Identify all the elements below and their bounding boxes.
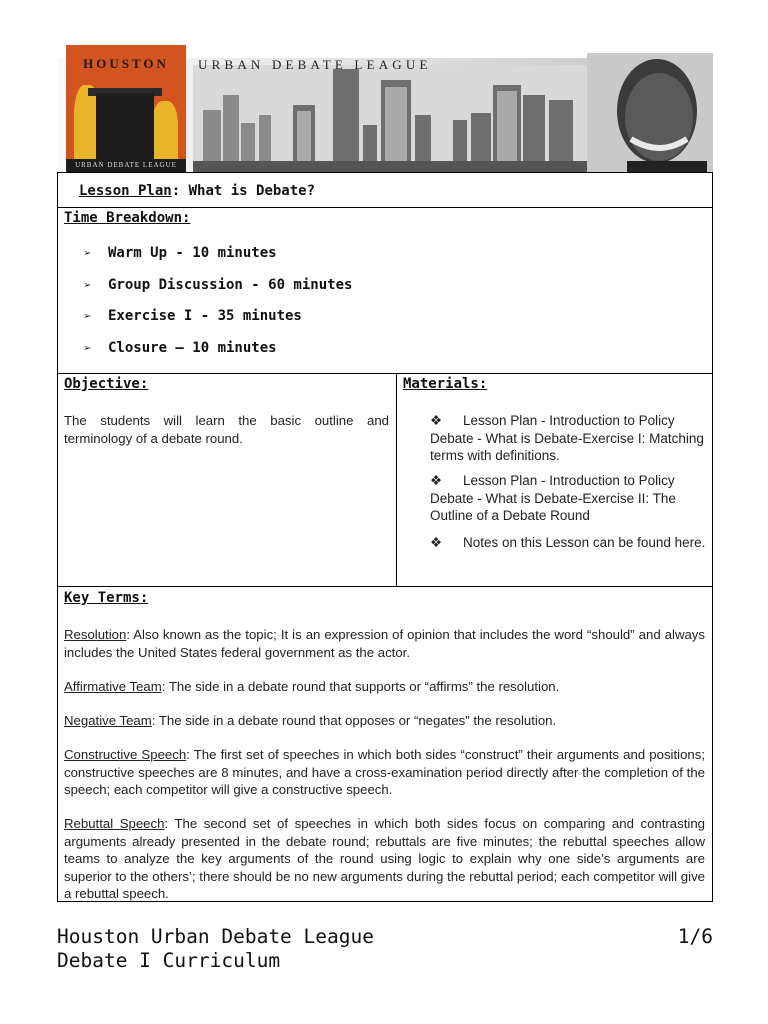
hudl-logo [66,45,186,172]
materials-item [430,412,706,465]
key-term-name: Affirmative Team [64,679,162,694]
materials-item-text: Notes on this Lesson can be found here. [463,535,706,550]
objective-heading: Objective: [64,376,149,392]
objective-text: The students will learn the basic outline and terminology of a debate round. [64,413,389,446]
key-term-definition: : The side in a debate round that supports or “affirms” the resolution. [161,679,560,694]
key-term [64,712,705,730]
arrow-bullet-icon: ➢ [84,278,92,292]
list-item [84,245,277,261]
key-term [64,678,705,696]
divider [58,207,712,208]
key-term-name: Resolution [64,627,127,642]
diamond-bullet-icon: ❖ [430,413,443,428]
speaker-photo [587,53,713,172]
key-term [64,815,705,903]
key-terms-heading: Key Terms: [64,590,149,606]
key-term-name: Negative Team [64,713,152,728]
list-item-text: Warm Up - 10 minutes [108,245,277,261]
logo-strip-text: URBAN DEBATE LEAGUE [66,159,186,172]
list-item [84,277,352,293]
key-term-name: Rebuttal Speech [64,816,165,831]
key-term [64,626,705,661]
lesson-label: Lesson Plan [79,183,172,199]
city-skyline-image [193,65,593,172]
arrow-bullet-icon: ➢ [84,309,92,323]
arrow-bullet-icon: ➢ [84,341,92,355]
materials-item [430,472,706,525]
key-term-definition: : The first set of speeches in which both sides “construct” their arguments and positions; constructive speeches are 8 minutes, and have a cross-examination period directly after the completion of the speech; each competitor will give a constructive speech. [64,747,706,797]
lesson-separator: : [171,183,181,199]
key-term-name: Constructive Speech [64,747,187,762]
column-divider [396,373,397,586]
logo-podium [96,93,154,159]
divider [58,586,712,587]
materials-item-text: Lesson Plan - Introduction to Policy Debate - What is Debate-Exercise II: The Outline of a Debate Round [430,473,676,523]
key-term [64,746,705,799]
list-item-text: Exercise I - 35 minutes [108,308,302,324]
logo-title: HOUSTON [83,56,169,71]
list-item [84,308,302,324]
league-title: URBAN DEBATE LEAGUE [198,57,432,72]
footer-organization: Houston Urban Debate League [57,925,374,948]
arrow-bullet-icon: ➢ [84,246,92,260]
materials-heading: Materials: [403,376,488,392]
diamond-bullet-icon: ❖ [430,473,443,488]
diamond-bullet-icon: ❖ [430,535,443,550]
page-number: 1/6 [677,925,713,948]
materials-item-text: Lesson Plan - Introduction to Policy Debate - What is Debate-Exercise I: Matching terms with definitions. [430,413,704,463]
lesson-title [79,183,315,199]
key-term-definition: : Also known as the topic; It is an expression of opinion that includes the word “should” and always includes the United States federal government as the actor. [64,627,705,660]
logo-flame-right [152,101,178,159]
time-breakdown-heading: Time Breakdown: [64,210,191,226]
lesson-name: What is Debate? [180,183,316,199]
list-item [84,340,277,356]
materials-item[interactable] [430,534,706,552]
footer-curriculum: Debate I Curriculum [57,949,281,972]
lesson-plan-table [57,172,713,902]
key-term-definition: : The side in a debate round that opposes or “negates” the resolution. [151,713,557,728]
header-banner [57,45,713,172]
list-item-text: Closure – 10 minutes [108,340,277,356]
divider [58,373,712,374]
list-item-text: Group Discussion - 60 minutes [108,277,353,293]
key-term-definition: : The second set of speeches in which both sides focus on comparing and contrasting arguments already presented in the debate round; rebuttals are five minutes; the rebuttal speeches allow teams to analyze the key arguments of the round using logic to explain why one side’s arguments are superior to the others’; there should be no new arguments during the rebuttal period; each competitor will give a rebuttal speech. [64,816,705,901]
